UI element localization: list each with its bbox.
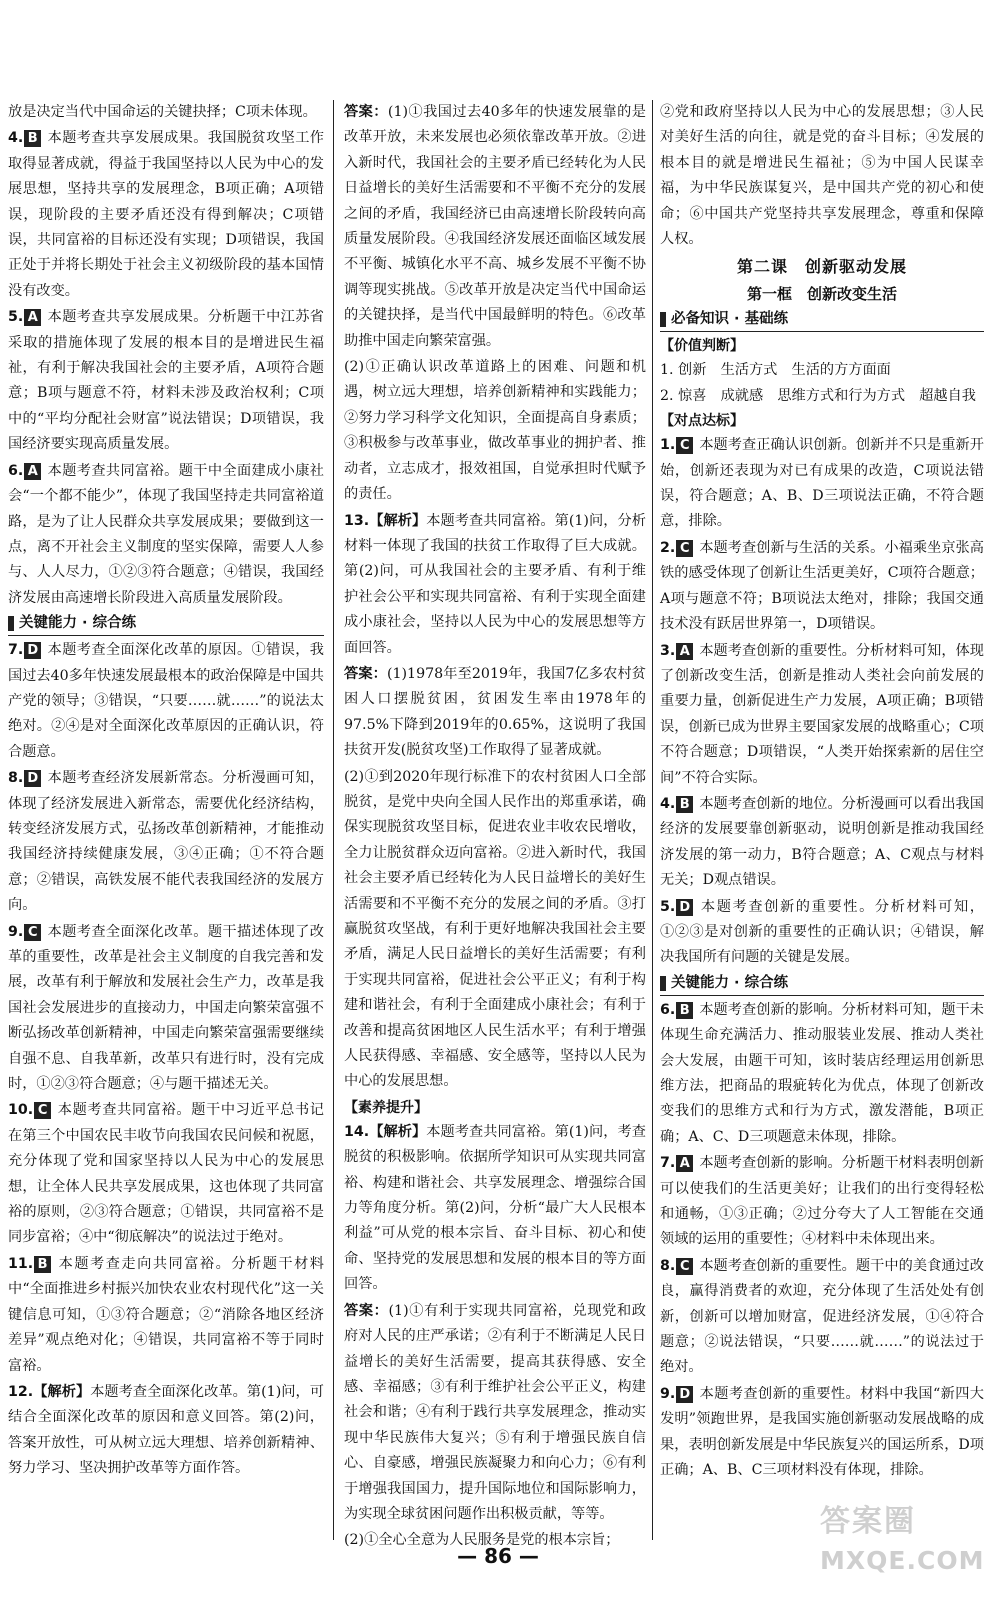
section-bar-icon: [660, 312, 666, 327]
page-number: — 86 —: [457, 1544, 539, 1568]
section-title: 必备知识 · 基础练: [671, 311, 789, 328]
answer-paragraph: [344, 355, 646, 507]
fill-in-line: 1. 创新 生活方式 生活的方方面面: [660, 362, 891, 379]
answer-paragraph: [8, 766, 324, 918]
fill-in-answers: [660, 358, 984, 409]
answer-paragraph: [660, 1382, 984, 1484]
answer-paragraph: [8, 1380, 324, 1482]
question-number: 1.: [660, 437, 676, 454]
answer-paragraph: [344, 509, 646, 661]
answer-item: [660, 895, 984, 971]
answer-item: [8, 920, 324, 1098]
answer-choice-badge: A: [24, 309, 41, 326]
answer-choice-badge: D: [24, 642, 41, 659]
section-title: 关键能力 · 综合练: [671, 974, 789, 991]
answer-choice-badge: A: [676, 643, 693, 660]
explanation-text: (2)①到2020年现行标准下的农村贫困人口全部脱贫，是党中央向全国人民作出的郑重承诺，确保实现脱贫攻坚目标，促进农业丰收农民增收，全力让脱贫群众迈向富裕。②进入新时代，我国社会主要矛盾已经转化为人民日益增长的美好生活需要和不平衡不充分的发展之间的矛盾。③打赢脱贫攻坚战，有利于更好地解决我国社会主要矛盾，满足人民日益增长的美好生活需要；有利于实现共同富裕，促进社会公平正义；有利于构建和谐社会，有利于全面建成小康社会；有利于改善和提高贫困地区人民生活水平；有利于增强人民获得感、幸福感、安全感等，坚持以人民为中心的发展思想。: [344, 768, 646, 1090]
question-number: 3.: [660, 642, 676, 659]
explanation-text: 本题考查创新的重要性。分析材料可知，体现了创新改变生活，创新是推动人类社会向前发展的重要力量，创新促进生产力发展，A项正确；B项错误，创新已成为世界主要国家发展的战略重心；C项不符合题意；D项错误，“人类开始探索新的居住空间”不符合实际。: [660, 642, 984, 786]
fill-in-line: 2. 惊喜 成就感 思维方式和行为方式 超越自我: [660, 387, 976, 404]
answer-item: [8, 126, 324, 304]
question-number: 14.: [344, 1123, 370, 1140]
explanation-text: 本题考查创新的重要性。分析材料可知，①②③是对创新的重要性的正确认识；④错误，解决我国所有问题的关键是发展。: [660, 898, 984, 966]
answer-choice-badge: D: [24, 770, 41, 787]
explanation-text: 本题考查共同富裕。题干中全面建成小康社会“一个都不能少”，体现了我国坚持走共同富裕道路，是为了让人民群众共享发展成果；要做到这一点，离不开社会主义制度的坚实保障，需要人人参与、人人尽力，①②③符合题意；④错误，我国经济发展由高速增长阶段进入高质量发展阶段。: [8, 462, 324, 606]
question-number: 8.: [8, 770, 24, 787]
explanation-text: 本题考查全面深化改革。题干描述体现了改革的重要性，改革是社会主义制度的自我完善和发展，改革有利于解放和发展社会生产力，改革是我国社会发展进步的直接动力，中国走向繁荣富强不断弘扬改革创新精神，中国走向繁荣富强需要继续自强不息、自我革新，改革只有进行时，没有完成时，①②③符合题意；④与题干描述无关。: [8, 923, 324, 1093]
explanation-text: 本题考查共享发展成果。我国脱贫攻坚工作取得显著成就，得益于我国坚持以人民为中心的发展思想，坚持共享的发展理念，B项正确；A项错误，现阶段的主要矛盾还没有得到解决；C项错误，共同富裕的目标还没有实现；D项错误，我国正处于并将长期处于社会主义初级阶段的基本国情没有改变。: [8, 130, 324, 299]
question-number: 6.: [8, 462, 24, 479]
answer-choice-badge: C: [676, 1258, 693, 1275]
answer-paragraph: [344, 1120, 646, 1298]
answer-choice-badge: C: [24, 924, 41, 941]
explanation-text: (2)①正确认识改革道路上的困难、问题和机遇，树立远大理想，培养创新精神和实践能力；②努力学习科学文化知识，全面提高自身素质；③积极参与改革事业，做改革事业的拥护者、推动者，立志成才，报效祖国，自觉承担时代赋予的责任。: [344, 359, 646, 503]
analysis-label: 答案：: [344, 104, 388, 120]
question-number: 7.: [8, 642, 24, 659]
explanation-text: 本题考查走向共同富裕。分析题干材料中“全面推进乡村振兴加快农业农村现代化”这一关键信息可知，①③符合题意；②“消除各地区经济差异”观点绝对化；④错误，共同富裕不等于同时富裕。: [8, 1255, 324, 1374]
answer-item: [8, 1380, 324, 1482]
question-number: 5.: [8, 309, 24, 326]
answer-item: [660, 100, 984, 252]
answer-item: [344, 1120, 646, 1298]
answer-paragraph: [344, 662, 646, 764]
answer-item: [8, 1098, 324, 1250]
section-header: [8, 612, 324, 636]
analysis-label: 答案：: [344, 665, 387, 682]
answer-paragraph: [660, 792, 984, 894]
answer-item: [8, 305, 324, 457]
explanation-text: 放是决定当代中国命运的关键抉择；C项未体现。: [8, 104, 317, 120]
answer-choice-badge: B: [676, 1002, 693, 1019]
explanation-text: 本题考查创新与生活的关系。小福乘坐京张高铁的感受体现了创新让生活更美好，C项符合题意；A项与题意不符；B项说法太绝对，排除；我国交通技术没有跃居世界第一，D项错误。: [660, 539, 984, 633]
column-3: [660, 100, 984, 1540]
section-header: [660, 972, 984, 996]
explanation-text: (1)①有利于实现共同富裕，兑现党和政府对人民的庄严承诺；②有利于不断满足人民日益增长的美好生活需要，提高其获得感、安全感、幸福感；③有利于维护社会公平正义，构建社会和谐；④有利于践行共享发展理念，推动实现中华民族伟大复兴；⑤有利于增强民族自信心、自豪感，增强民族凝聚力和向心力；⑥有利于增强我国国力，提升国际地位和国际影响力，为实现全球贫困问题作出积极贡献，等等。: [344, 1302, 646, 1522]
lesson-subtitle: 第一框 创新改变生活: [746, 285, 897, 304]
answer-item: [344, 355, 646, 507]
answer-item: [660, 433, 984, 535]
answer-paragraph: [660, 895, 984, 971]
subsection-heading: 【对点达标】: [660, 413, 744, 430]
column-divider: [333, 100, 334, 1540]
question-number: 12.: [8, 1383, 34, 1400]
answer-choice-badge: C: [676, 540, 693, 557]
answer-paragraph: [660, 1151, 984, 1253]
explanation-text: 本题考查创新的重要性。材料中我国“新四大发明”领跑世界，是我国实施创新驱动发展战略的成果，表明创新发展是中华民族复兴的国运所系，D项正确；A、B、C三项材料没有体现，排除。: [660, 1385, 984, 1479]
answer-paragraph: [660, 100, 984, 252]
site-watermark: [820, 1500, 988, 1592]
answer-choice-badge: B: [24, 130, 41, 147]
analysis-label: 【解析】: [369, 1123, 427, 1140]
answer-item: [8, 100, 324, 125]
answer-item: [660, 1382, 984, 1484]
answer-choice-badge: D: [676, 899, 693, 916]
question-number: 9.: [8, 923, 24, 940]
explanation-text: 本题考查创新的影响。分析题干材料表明创新可以使我们的生活更美好；让我们的出行变得轻松和通畅，①③正确；②过分夸大了人工智能在交通领域的运用的重要性；④材料中未体现出来。: [660, 1155, 984, 1248]
question-number: 13.: [344, 512, 370, 529]
section-bar-icon: [8, 616, 14, 631]
watermark-logo: 答案圈: [820, 1504, 916, 1539]
watermark-url: MXQE.COM: [820, 1546, 985, 1575]
answer-paragraph: [8, 459, 324, 611]
subsection-heading: 【价值判断】: [660, 338, 744, 355]
answer-choice-badge: B: [34, 1256, 51, 1273]
answer-paragraph: [344, 100, 646, 354]
column-divider: [652, 100, 653, 1540]
explanation-text: (2)①全心全意为人民服务是党的根本宗旨；: [344, 1532, 620, 1549]
answer-item: [344, 100, 646, 354]
answer-paragraph: [660, 639, 984, 791]
answer-item: [660, 792, 984, 894]
explanation-text: (1)1978年至2019年，我国7亿多农村贫困人口摆脱贫困，贫困发生率由1978年的97.5%下降到2019年的0.65%，这说明了我国扶贫开发(脱贫攻坚)工作取得了显著成就。: [344, 665, 646, 759]
analysis-label: 【解析】: [33, 1383, 91, 1400]
analysis-label: 答案：: [344, 1302, 389, 1319]
answer-item: [8, 638, 324, 765]
answer-choice-badge: C: [34, 1102, 51, 1119]
question-number: 4.: [660, 795, 676, 812]
answer-item: [8, 1252, 324, 1379]
answer-paragraph: [8, 638, 324, 765]
question-number: 10.: [8, 1102, 34, 1119]
question-number: 11.: [8, 1255, 34, 1272]
question-number: 9.: [660, 1385, 676, 1402]
explanation-text: 本题考查创新的影响。分析材料可知，题干未体现生命充满活力、推动服装业发展、推动人类社会大发展，由题干可知，该时装店经理运用创新思维方法，把商品的瑕疵转化为优点，体现了创新改变我们的思维方式和行为方式，激发潜能，B项正确；A、C、D三项题意未体现，排除。: [660, 1001, 984, 1145]
explanation-text: 本题考查创新的地位。分析漫画可以看出我国经济的发展要靠创新驱动，说明创新是推动我国经济发展的第一动力，B符合题意；A、C观点与材料无关；D观点错误。: [660, 795, 984, 889]
explanation-text: 本题考查正确认识创新。创新并不只是重新开始，创新还表现为对已有成果的改造，C项说法错误，符合题意；A、B、D三项说法正确，不符合题意，排除。: [660, 437, 984, 530]
answer-paragraph: [8, 100, 324, 125]
column-2: [344, 100, 646, 1549]
answer-paragraph: [660, 1254, 984, 1381]
answer-paragraph: [344, 765, 646, 1095]
answer-item: [660, 1151, 984, 1253]
analysis-label: 【解析】: [369, 512, 427, 529]
column-1: [8, 100, 324, 1540]
question-number: 7.: [660, 1155, 676, 1172]
answer-item: [660, 1254, 984, 1381]
lesson-title: 第二课 创新驱动发展: [736, 257, 907, 277]
question-number: 8.: [660, 1257, 676, 1274]
answer-paragraph: [8, 1252, 324, 1379]
answer-paragraph: [660, 998, 984, 1150]
answer-paragraph: [8, 920, 324, 1098]
explanation-text: 本题考查经济发展新常态。分析漫画可知，体现了经济发展进入新常态，需要优化经济结构，转变经济发展方式，弘扬改革创新精神，才能推动我国经济持续健康发展，③④正确；①不符合题意；②错误，高铁发展不能代表我国经济的发展方向。: [8, 770, 324, 914]
answer-choice-badge: D: [676, 1386, 693, 1403]
explanation-text: 本题考查共同富裕。第(1)问，考查脱贫的积极影响。依据所学知识可从实现共同富裕、构建和谐社会、共享发展理念、增强综合国力等角度分析。第(2)问，分析“最广大人民根本利益”可从党的根本宗旨、奋斗目标、初心和使命、坚持党的发展思想和发展的根本目的等方面回答。: [344, 1123, 646, 1293]
question-number: 5.: [660, 898, 676, 915]
answer-choice-badge: B: [676, 796, 693, 813]
answer-paragraph: [8, 1098, 324, 1250]
answer-paragraph: [344, 1299, 646, 1528]
explanation-text: (1)①我国过去40多年的快速发展靠的是改革开放，未来发展也必须依靠改革开放。②进入新时代，我国社会的主要矛盾已经转化为人民日益增长的美好生活需要和不平衡不充分的发展之间的矛盾，我国经济已由高速增长阶段转向高质量发展阶段。④我国经济发展还面临区域发展不平衡、城镇化水平不高、城乡发展不平衡不协调等现实挑战。⑤改革开放是决定当代中国命运的关键抉择，是当代中国最鲜明的特色。⑥改革助推中国走向繁荣富强。: [344, 104, 646, 349]
explanation-text: ②党和政府坚持以人民为中心的发展思想；③人民对美好生活的向往，就是党的奋斗目标；④发展的根本目的就是增进民生福祉；⑤为中国人民谋幸福，为中华民族谋复兴，是中国共产党的初心和使命；⑥中国共产党坚持共享发展理念，尊重和保障人权。: [660, 104, 984, 248]
explanation-text: 本题考查创新的重要性。题干中的美食通过改良，赢得消费者的欢迎，充分体现了生活处处有创新，创新可以增加财富，促进经济发展，①④符合题意；②说法错误，“只要……就……”的说法过于绝对。: [660, 1257, 984, 1376]
answer-item: [660, 639, 984, 791]
explanation-text: 本题考查全面深化改革的原因。①错误，我国过去40多年快速发展最根本的政治保障是中国共产党的领导；③错误，“只要……就……”的说法太绝对。②④是对全面深化改革原因的正确认识，符合题意。: [8, 642, 324, 760]
answer-item: [660, 998, 984, 1150]
answer-choice-badge: A: [676, 1155, 693, 1172]
answer-item: [344, 662, 646, 764]
question-number: 4.: [8, 130, 24, 147]
answer-item: [8, 459, 324, 611]
answer-paragraph: [660, 433, 984, 535]
answer-choice-badge: A: [24, 463, 41, 480]
question-number: 2.: [660, 539, 676, 556]
answer-item: [8, 766, 324, 918]
explanation-text: 本题考查全面深化改革。第(1)问，可结合全面深化改革的原因和意义回答。第(2)问，答案开放性，可从树立远大理想、培养创新精神、努力学习、坚决拥护改革等方面作答。: [8, 1383, 324, 1477]
section-title: 关键能力 · 综合练: [19, 615, 137, 632]
answer-paragraph: [8, 126, 324, 304]
answer-item: [344, 1299, 646, 1528]
explanation-text: 本题考查共享发展成果。分析题干中江苏省采取的措施体现了发展的根本目的是增进民生福祉，有利于解决我国社会的主要矛盾，A项符合题意；B项与题意不符，材料未涉及政治权利；C项中的“平均分配社会财富”说法错误；D项错误，我国经济要实现高质量发展。: [8, 309, 324, 453]
explanation-text: 本题考查共同富裕。第(1)问，分析材料一体现了我国的扶贫工作取得了巨大成就。第(2)问，可从我国社会的主要矛盾、有利于维护社会公平和实现共同富裕、有利于实现全面建成小康社会，坚持以人民为中心的发展思想等方面回答。: [344, 512, 646, 656]
explanation-text: 本题考查共同富裕。题干中习近平总书记在第三个中国农民丰收节向我国农民问候和祝愿，充分体现了党和国家坚持以人民为中心的发展思想，让全体人民共享发展成果，这也体现了共同富裕的原则，②③符合题意；①错误，共同富裕不是同步富裕；④中“彻底解决”的说法过于绝对。: [8, 1102, 324, 1246]
answer-item: [660, 536, 984, 638]
answer-item: [344, 509, 646, 661]
answer-item: [344, 765, 646, 1095]
section-bar-icon: [660, 976, 666, 991]
question-number: 6.: [660, 1001, 676, 1018]
subsection-heading: 【素养提升】: [344, 1099, 428, 1116]
answer-paragraph: [8, 305, 324, 457]
section-header: [660, 308, 984, 332]
answer-paragraph: [660, 536, 984, 638]
answer-choice-badge: C: [676, 437, 693, 454]
